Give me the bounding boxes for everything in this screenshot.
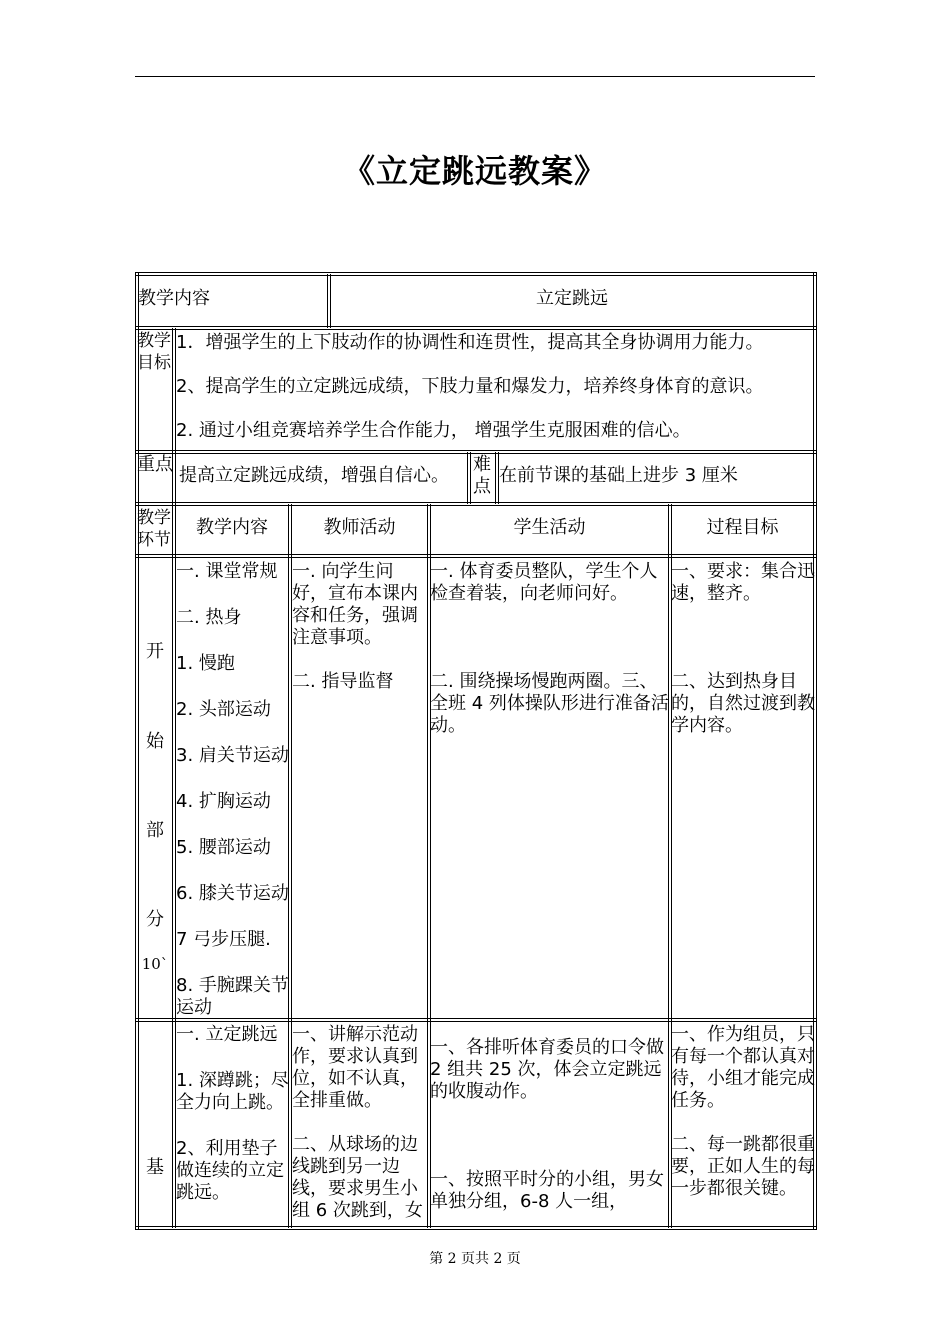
list-item: 2、利用垫子做连续的立定跳远。 (176, 1138, 284, 1203)
list-item: 一、讲解示范动作，要求认真到位，如不认真，全排重做。 (292, 1024, 418, 1111)
basic-student (430, 1037, 670, 1225)
list-item: 一. 立定跳远 (176, 1024, 278, 1045)
list-item: 3. 肩关节运动 (176, 745, 289, 766)
header-rule (135, 76, 815, 77)
goals-label: 教学目标 (137, 331, 171, 373)
list-item: 1. 慢跑 (176, 653, 235, 674)
goal-item: 1．增强学生的上下肢动作的协调性和连贯性，提高其全身协调用力能力。 (176, 332, 764, 353)
basic-teacher (292, 1024, 428, 1224)
list-item: 5. 腰部运动 (176, 837, 271, 858)
goal-item: 2、提高学生的立定跳远成绩，下肢力量和爆发力，培养终身体育的意识。 (176, 376, 764, 397)
list-item: 7 弓步压腿. (176, 929, 271, 950)
basic-content (176, 1024, 290, 1224)
list-item: 一、要求：集合迅速，整齐。 (671, 561, 815, 604)
student-header: 学生活动 (513, 517, 586, 538)
list-item: 2. 头部运动 (176, 699, 271, 720)
goal-header: 过程目标 (706, 517, 779, 538)
list-item: 一. 向学生问好，宣布本课内容和任务，强调注意事项。 (292, 561, 418, 648)
list-item: 二. 指导监督 (292, 671, 394, 692)
phase-char: 基 (146, 1157, 164, 1178)
difficulty-value: 在前节课的基础上进步 3 厘米 (499, 465, 738, 486)
list-item: 二、从球场的边线跳到另一边线，要求男生小组 6 次跳到，女 (292, 1134, 423, 1221)
page-footer: 第 2 页共 2 页 (429, 1251, 521, 1267)
list-item: 二. 热身 (176, 607, 242, 628)
list-item: 4. 扩胸运动 (176, 791, 271, 812)
key-value: 提高立定跳远成绩，增强自信心。 (179, 465, 449, 486)
phase-char: 部 (146, 820, 164, 841)
start-teacher (292, 561, 428, 693)
duration: 10` (141, 955, 169, 973)
basic-goal (671, 1024, 817, 1224)
list-item: 8. 手腕踝关节运动 (176, 975, 289, 1018)
start-content (176, 561, 290, 1019)
phase-char: 开 (146, 641, 164, 662)
goal-item: 2. 通过小组竞赛培养学生合作能力， 增强学生克服困难的信心。 (176, 420, 691, 441)
key-label: 重点 (137, 454, 173, 475)
list-item: 一. 体育委员整队，学生个人检查着装，向老师问好。 (430, 561, 658, 604)
page-title: 《立定跳远教案》 (342, 152, 607, 190)
content-label: 教学内容 (138, 288, 210, 309)
phase-header: 教学环节 (137, 508, 171, 550)
list-item: 一、各排听体育委员的口令做 2 组共 25 次，体会立定跳远的收腹动作。 (430, 1037, 664, 1102)
goals-list (176, 332, 812, 442)
list-item: 1. 深蹲跳；尽全力向上跳。 (176, 1070, 289, 1113)
phase-char: 分 (146, 909, 164, 930)
phase-char: 始 (146, 731, 164, 752)
start-goal (671, 561, 817, 737)
teacher-header: 教师活动 (323, 517, 396, 538)
content-header: 教学内容 (196, 517, 268, 538)
list-item: 一、作为组员，只有每一个都认真对待，小组才能完成任务。 (671, 1024, 815, 1111)
list-item: 二、达到热身目的，自然过渡到教学内容。 (671, 671, 815, 736)
content-value: 立定跳远 (536, 288, 608, 309)
list-item: 6. 膝关节运动 (176, 883, 289, 904)
list-item: 一、按照平时分的小组，男女单独分组，6-8 人一组， (430, 1169, 664, 1212)
list-item: 一. 课堂常规 (176, 561, 278, 582)
list-item: 二. 围绕操场慢跑两圈。三、全班 4 列体操队形进行准备活动。 (430, 671, 669, 736)
start-student (430, 561, 670, 737)
difficulty-label: 难点 (473, 454, 491, 497)
list-item: 二、每一跳都很重要，正如人生的每一步都很关键。 (671, 1134, 815, 1199)
